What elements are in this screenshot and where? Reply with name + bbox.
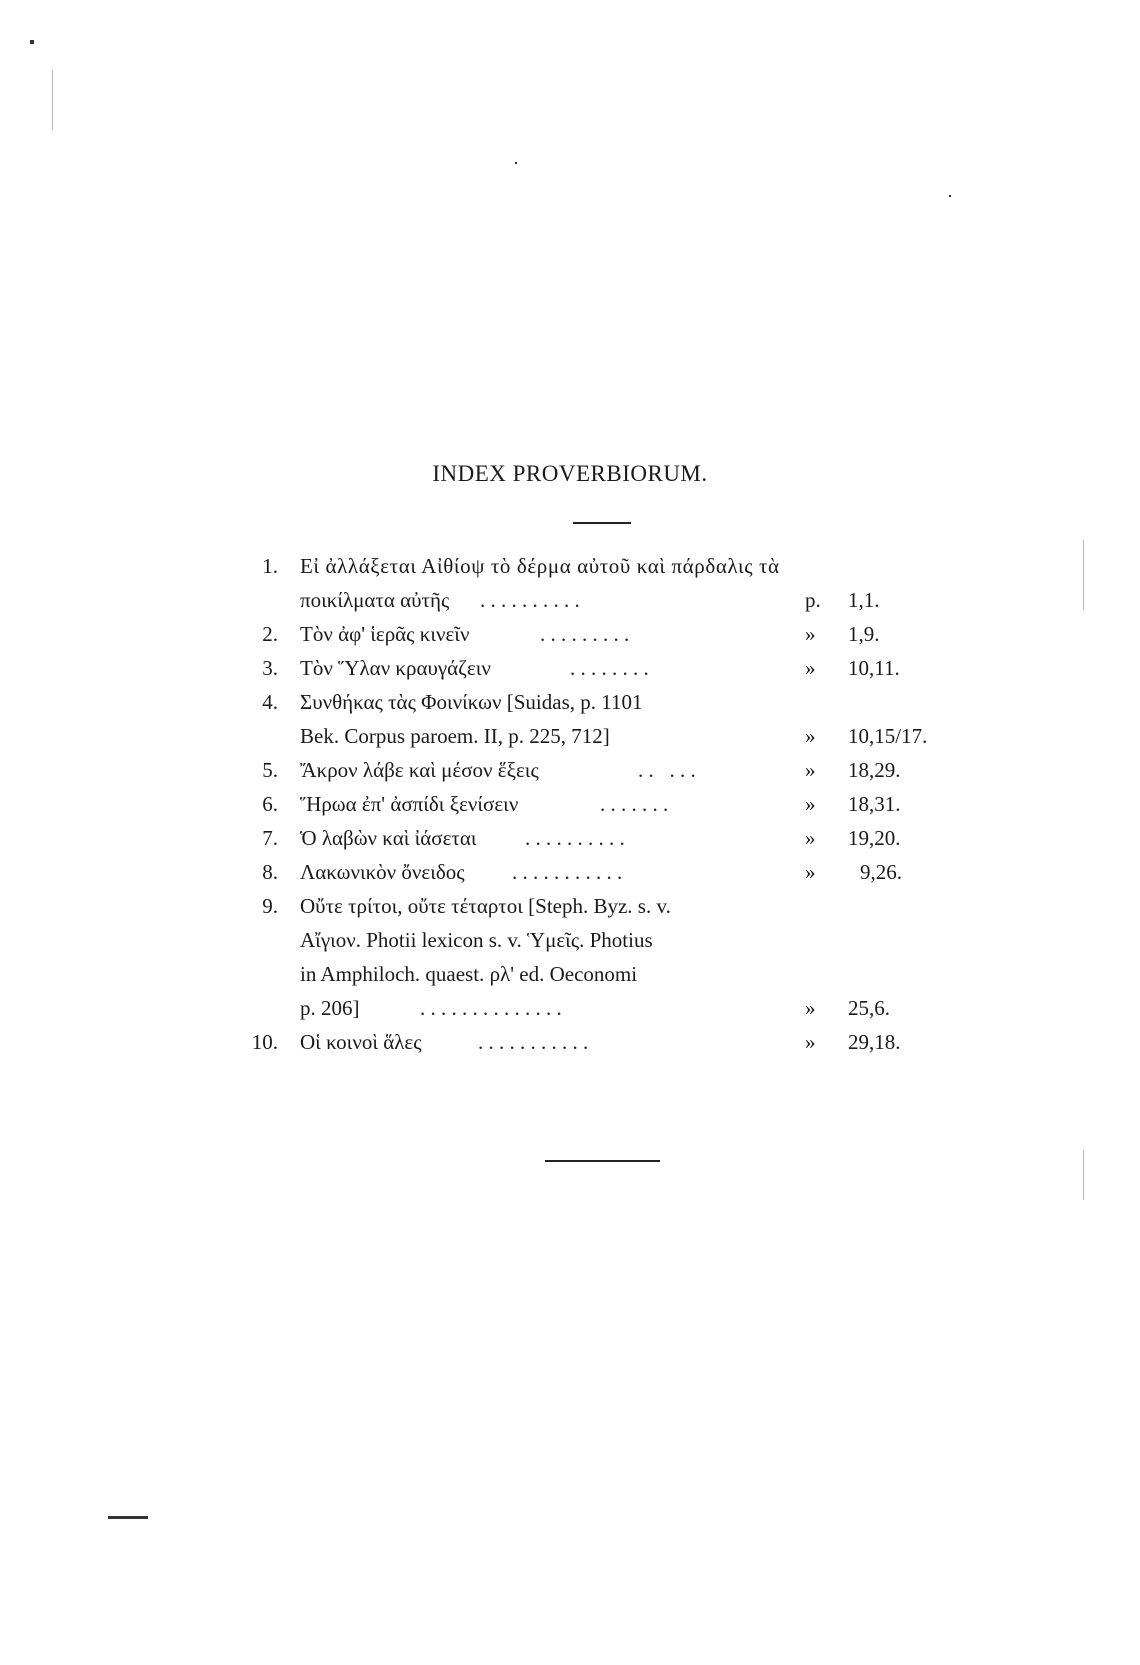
- ditto-mark: »: [805, 1030, 816, 1054]
- ditto-mark: »: [805, 758, 816, 782]
- page-reference: 18,29.: [848, 758, 901, 782]
- scan-speck: [30, 40, 34, 44]
- page-reference: 10,11.: [848, 656, 900, 680]
- title-rule: [573, 522, 631, 524]
- leader-dots: . . . . . . . . . . .: [478, 1030, 589, 1054]
- ditto-mark: »: [805, 826, 816, 850]
- entry-number: 9.: [262, 894, 278, 918]
- entry-text: Ἄκρον λάβε καὶ μέσον ἕξεις: [300, 758, 539, 782]
- entry-text: Οἱ κοινοὶ ἅλες: [300, 1030, 422, 1054]
- entry-number: 7.: [262, 826, 278, 850]
- entry-text: Λακωνικὸν ὄνειδος: [300, 860, 465, 884]
- leader-dots: . . . . . . . . . . . . . .: [420, 996, 562, 1020]
- entry-text: ποικίλματα αὐτῆς: [300, 588, 450, 612]
- entry-number: 2.: [262, 622, 278, 646]
- entry-text: Αἴγιον. Photii lexicon s. v. Ὑμεῖς. Photius: [300, 928, 653, 952]
- entry-number: 3.: [262, 656, 278, 680]
- ditto-mark: »: [805, 622, 816, 646]
- entry-number: 6.: [262, 792, 278, 816]
- entry-text: p. 206]: [300, 996, 360, 1020]
- entry-text: Τὸν Ὕλαν κραυγάζειν: [300, 656, 491, 680]
- entry-number: 10.: [251, 1030, 278, 1054]
- entry-text: Τὸν ἀφ' ἱερᾶς κινεῖν: [300, 622, 470, 646]
- leader-dots: . . . . . . .: [600, 792, 669, 816]
- leader-dots: . . . . . . . . .: [540, 622, 630, 646]
- leader-dots: . . . . . . . . . .: [480, 588, 580, 612]
- leader-dots: . . . . . . . . . . .: [512, 860, 623, 884]
- entry-text: Συνθήκας τὰς Φοινίκων [Suidas, p. 1101: [300, 690, 643, 714]
- scan-mark: [108, 1516, 148, 1519]
- page-abbrev: p.: [805, 588, 821, 612]
- entry-text: Ἥρωα ἐπ' ἀσπίδι ξενίσειν: [300, 792, 519, 816]
- ditto-mark: »: [805, 860, 816, 884]
- leader-dots: . . . . . . . . . .: [525, 826, 625, 850]
- ditto-mark: »: [805, 996, 816, 1020]
- entry-text: Οὔτε τρίτοι, οὔτε τέταρτοι [Steph. Byz. s. v.: [300, 894, 671, 918]
- ditto-mark: »: [805, 724, 816, 748]
- entry-text: Bek. Corpus paroem. II, p. 225, 712]: [300, 724, 610, 748]
- page-reference: 9,26.: [860, 860, 902, 884]
- page-reference: 10,15/17.: [848, 724, 928, 748]
- scan-line: [52, 70, 53, 130]
- page-reference: 1,1.: [848, 588, 880, 612]
- ditto-mark: »: [805, 656, 816, 680]
- page-reference: 19,20.: [848, 826, 901, 850]
- entry-text: Ὁ λαβὼν καὶ ἰάσεται: [300, 826, 477, 850]
- scan-speck: [949, 195, 951, 197]
- entry-number: 1.: [262, 554, 278, 578]
- entry-number: 8.: [262, 860, 278, 884]
- scan-line: [1083, 540, 1084, 610]
- entry-text: Εἰ ἀλλάξεται Αἰθίοψ τὸ δέρμα αὐτοῦ καὶ πάρδαλις τὰ: [300, 554, 780, 578]
- entry-number: 5.: [262, 758, 278, 782]
- entry-text: in Amphiloch. quaest. ρλ' ed. Oeconomi: [300, 962, 638, 986]
- page-reference: 18,31.: [848, 792, 901, 816]
- leader-dots: . . . . .: [638, 758, 696, 782]
- ditto-mark: »: [805, 792, 816, 816]
- entry-number: 4.: [262, 690, 278, 714]
- scan-line: [1083, 1150, 1084, 1200]
- scan-speck: [515, 162, 517, 164]
- page-reference: 1,9.: [848, 622, 880, 646]
- page-title: INDEX PROVERBIORUM.: [432, 461, 708, 486]
- page-reference: 29,18.: [848, 1030, 901, 1054]
- leader-dots: . . . . . . . .: [570, 656, 649, 680]
- closing-rule: [545, 1160, 660, 1162]
- page-reference: 25,6.: [848, 996, 890, 1020]
